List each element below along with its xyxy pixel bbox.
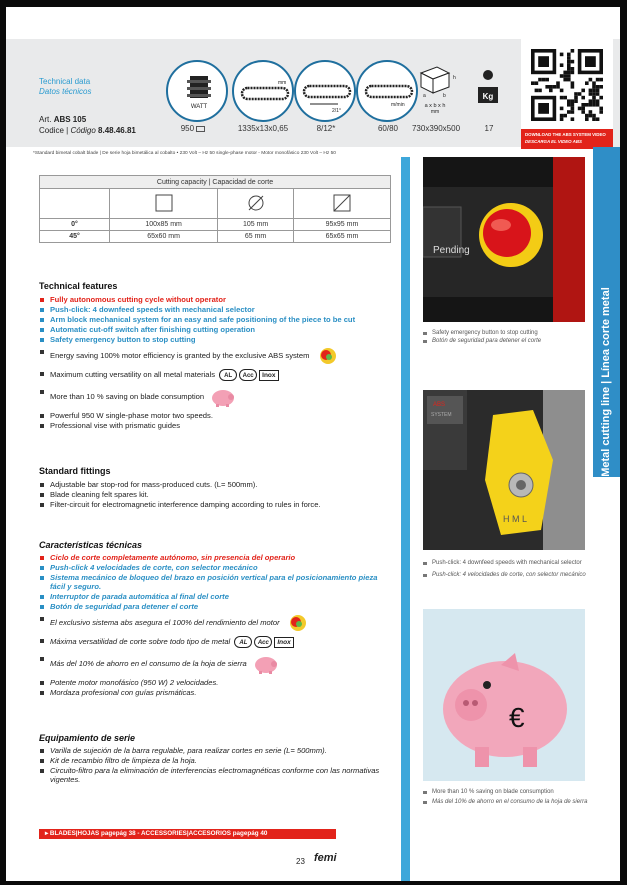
- svg-text:b: b: [443, 93, 446, 99]
- femi-logo: femi: [314, 852, 337, 864]
- square-section-icon: [293, 189, 390, 219]
- energy-swirl-icon: [316, 347, 340, 365]
- list-item: Potente motor monofásico (950 W) 2 velocidades.: [39, 678, 394, 687]
- list-item: Energy saving 100% motor efficiency is granted by the exclusive ABS system: [39, 347, 394, 365]
- column-divider: [401, 157, 410, 881]
- table-row: 45° 65x60 mm 65 mm 65x65 mm: [40, 231, 391, 243]
- list-item: Maximum cutting versatility on all metal materials AL Acc Inox: [39, 369, 394, 381]
- catalog-page: [6, 7, 620, 881]
- spec-speed: 8/12*: [316, 124, 336, 133]
- qr-code[interactable]: [521, 39, 613, 129]
- list-item: Máxima versatilidad de corte sobre todo tipo de metal AL Acc Inox: [39, 636, 394, 648]
- list-item: More than 10 % saving on blade consumption: [39, 387, 394, 407]
- list-item: Circuito-filtro para la eliminación de interferencias electromagnéticas conforme con las normativas vigentes.: [39, 766, 394, 785]
- page-number: 23: [296, 857, 305, 866]
- blades-accessories-link[interactable]: ▸ BLADES|HOJAS pagepág 38 - ACCESSORIES|ACCESORIOS pagepág 40: [39, 829, 336, 839]
- spec-mmin: 60/80: [377, 124, 399, 133]
- list-item: Ciclo de corte completamente autónomo, sin presencia del operario: [39, 553, 394, 562]
- material-al-badge: AL: [219, 369, 237, 381]
- svg-text:h: h: [453, 75, 456, 81]
- svg-text:a x b x h: a x b x h: [424, 103, 446, 109]
- list-item: Safety emergency button to stop cutting: [39, 335, 394, 344]
- footnote: *Standard bimetal cobalt blade | De serie hoja bimetálica al cobalto • 230 Volt – Hz 50 single-phase motor - Motor monofásico 230 Volt – Hz 50: [33, 151, 336, 156]
- material-al-badge: AL: [234, 636, 252, 648]
- svg-text:H M L: H M L: [503, 514, 528, 524]
- push-click-photo: [423, 390, 585, 550]
- list-item: Arm block mechanical system for an easy and safe positioning of the piece to be cut: [39, 315, 394, 324]
- piggy-bank-icon: [210, 387, 236, 407]
- list-item: Botón de seguridad para detener el corte: [39, 602, 394, 611]
- emergency-button-photo: [423, 157, 585, 322]
- speed-icon: [294, 60, 356, 122]
- motor-watt-icon: [166, 60, 228, 122]
- technical-features-title: Technical features: [39, 281, 118, 291]
- cutting-capacity-table: [39, 175, 391, 243]
- technical-features-list: [39, 295, 394, 431]
- spec-watt: 950: [158, 124, 228, 133]
- list-item: Sistema mecánico de bloqueo del brazo en posición vertical para el posicionamiento pieza fácil y seguro.: [39, 573, 394, 592]
- list-item: Push-click: 4 downfeed speeds with mechanical selector: [39, 305, 394, 314]
- blade-speed-icon: [356, 60, 418, 122]
- caracteristicas-list: [39, 553, 394, 698]
- table-row: 0° 100x85 mm 105 mm 95x95 mm: [40, 219, 391, 231]
- technical-data-title: Technical data Datos técnicos: [39, 77, 92, 96]
- svg-text:Pending: Pending: [433, 245, 470, 256]
- box-dimensions-icon: [411, 59, 459, 119]
- list-item: Push-click 4 velocidades de corte, con selector mecánico: [39, 563, 394, 572]
- list-item: Automatic cut-off switch after finishing cutting operation: [39, 325, 394, 334]
- svg-text:2/1°: 2/1°: [332, 108, 341, 114]
- svg-text:ABS: ABS: [433, 402, 446, 408]
- list-item: Fully autonomous cutting cycle without operator: [39, 295, 394, 304]
- list-item: Powerful 950 W single-phase motor two speeds.: [39, 411, 394, 420]
- equipamiento-title: Equipamiento de serie: [39, 733, 136, 743]
- material-acc-badge: Acc: [254, 636, 272, 648]
- svg-text:a: a: [423, 93, 426, 99]
- caption-emergency: Safety emergency button to stop cutting Botón de seguridad para detener el corte: [423, 329, 588, 345]
- caracteristicas-title: Características técnicas: [39, 540, 143, 550]
- caption-push-click: Push-click: 4 downfeed speeds with mechanical selector Push-click: 4 velocidades de corte, con selector mecánico: [423, 559, 588, 579]
- rect-section-icon: [110, 189, 218, 219]
- list-item: El exclusivo sistema abs asegura el 100% del rendimiento del motor: [39, 614, 394, 632]
- energy-swirl-icon: [286, 614, 310, 632]
- list-item: Más del 10% de ahorro en el consumo de la hoja de sierra: [39, 654, 394, 674]
- list-item: Professional vise with prismatic guides: [39, 421, 394, 430]
- section-tab: Metal cutting line | Línea corte metal: [593, 147, 620, 477]
- equipamiento-list: [39, 746, 394, 785]
- piggy-bank-photo: [423, 609, 585, 781]
- article-info: Art. ABS 105 Codice | Código 8.48.46.81: [39, 115, 136, 135]
- qr-download-banner[interactable]: DOWNLOAD THE ABS SYSTEM VIDEO DESCARGA EL VIDEO ABS: [521, 129, 613, 149]
- list-item: Blade cleaning felt spares kit.: [39, 490, 394, 499]
- list-item: Varilla de sujeción de la barra regulable, para realizar cortes en serie (L= 500mm).: [39, 746, 394, 755]
- motor-plug-icon: [196, 126, 205, 132]
- svg-text:WATT: WATT: [190, 104, 208, 110]
- list-item: Mordaza profesional con guías prismáticas.: [39, 688, 394, 697]
- spec-dimensions: 730x390x500: [411, 124, 461, 133]
- caption-piggy: More than 10 % saving on blade consumption Más del 10% de ahorro en el consumo de la hoja de sierra: [423, 788, 588, 806]
- spec-weight: 17: [484, 124, 494, 133]
- standard-fittings-title: Standard fittings: [39, 466, 111, 476]
- svg-text:mm: mm: [430, 109, 440, 115]
- material-inox-badge: Inox: [259, 370, 278, 381]
- standard-fittings-list: [39, 480, 394, 510]
- svg-text:SYSTEM: SYSTEM: [431, 412, 452, 418]
- svg-text:Kg: Kg: [482, 92, 494, 101]
- list-item: Interruptor de parada automática al final del corte: [39, 592, 394, 601]
- svg-text:m/min: m/min: [391, 102, 405, 108]
- blade-size-icon: [232, 60, 294, 122]
- list-item: Adjustable bar stop-rod for mass-produced cuts. (L= 500mm).: [39, 480, 394, 489]
- list-item: Kit de recambio filtro de limpieza de la hoja.: [39, 756, 394, 765]
- material-inox-badge: Inox: [274, 637, 293, 648]
- material-acc-badge: Acc: [239, 369, 257, 381]
- round-section-icon: [218, 189, 294, 219]
- weight-icon: [476, 69, 500, 107]
- piggy-bank-icon: [253, 654, 279, 674]
- svg-text:mm: mm: [278, 80, 287, 86]
- euro-sign-icon: €: [509, 702, 525, 733]
- spec-blade: 1335x13x0,65: [237, 124, 289, 133]
- list-item: Filter-circuit for electromagnetic interference damping according to rules in force.: [39, 500, 394, 509]
- cutting-table-header: Cutting capacity | Capacidad de corte: [40, 176, 391, 189]
